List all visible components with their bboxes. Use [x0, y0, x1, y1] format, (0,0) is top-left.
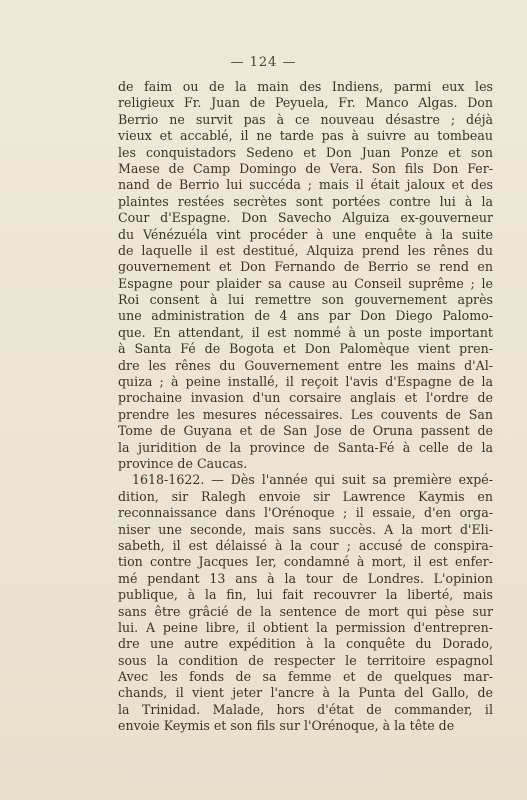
text-line: quiza ; à peine installé, il reçoit l'avis d'Espagne de la [118, 374, 493, 390]
text-line: Roi consent à lui remettre son gouvernement après [118, 292, 493, 308]
text-line: 1618-1622. — Dès l'année qui suit sa première expé- [132, 472, 493, 488]
text-line: gouvernement et Don Fernando de Berrio se rend en [118, 259, 493, 275]
text-line: plaintes restées secrètes sont portées contre lui à la [118, 193, 493, 209]
text-line: Avec les fonds de sa femme et de quelques mar- [118, 669, 493, 685]
text-line: Espagne pour plaider sa cause au Conseil suprême ; le [118, 275, 493, 291]
page-number: — 124 — [230, 55, 297, 70]
text-line: la Trinidad. Malade, hors d'état de commander, il [118, 701, 493, 717]
text-line: les conquistadors Sedeno et Don Juan Ponze et son [118, 144, 493, 160]
text-line: que. En attendant, il est nommé à un poste important [118, 324, 493, 340]
text-line: dre les rênes du Gouvernement entre les mains d'Al- [118, 357, 493, 373]
text-line: sous la condition de respecter le territoire espagnol [118, 652, 493, 668]
text-line: Tome de Guyana et de San Jose de Oruna passent de [118, 423, 493, 439]
text-line: à Santa Fé de Bogota et Don Palomèque vient pren- [118, 341, 493, 357]
text-line: Cour d'Espagne. Don Savecho Alguiza ex-gouverneur [118, 210, 493, 226]
body-text [118, 79, 493, 735]
text-line: religieux Fr. Juan de Peyuela, Fr. Manco Algas. Don [118, 95, 493, 111]
text-line: tion contre Jacques Ier, condamné à mort, il est enfer- [118, 554, 493, 570]
text-line: envoie Keymis et son fils sur l'Orénoque, à la tête de [118, 718, 455, 734]
text-line: une administration de 4 ans par Don Diego Palomo- [118, 308, 493, 324]
text-line: chands, il vient jeter l'ancre à la Punta del Gallo, de [118, 685, 493, 701]
text-line: dre une autre expédition à la conquête du Dorado, [118, 636, 493, 652]
text-line: Berrio ne survit pas à ce nouveau désastre ; déjà [118, 111, 493, 127]
text-line: mé pendant 13 ans à la tour de Londres. L'opinion [118, 570, 493, 586]
text-line: vieux et accablé, il ne tarde pas à suivre au tombeau [118, 128, 493, 144]
text-line: reconnaissance dans l'Orénoque ; il essaie, d'en orga- [118, 505, 493, 521]
text-line: de laquelle il est destitué, Alquiza prend les rênes du [118, 242, 493, 258]
text-line: niser une seconde, mais sans succès. A la mort d'Eli- [118, 521, 493, 537]
text-line: nand de Berrio lui succéda ; mais il était jaloux et des [118, 177, 493, 193]
text-line: dition, sir Ralegh envoie sir Lawrence Kaymis en [118, 488, 493, 504]
text-line: Maese de Camp Domingo de Vera. Son fils Don Fer- [118, 160, 493, 176]
text-line: la juridition de la province de Santa-Fé à celle de la [118, 439, 493, 455]
text-line: publique, à la fin, lui fait recouvrer la liberté, mais [118, 587, 493, 603]
text-line: sans être grâcié de la sentence de mort qui pèse sur [118, 603, 493, 619]
text-line: province de Caucas. [118, 455, 248, 471]
text-line: du Vénézuéla vint procéder à une enquête à la suite [118, 226, 493, 242]
text-line: lui. A peine libre, il obtient la permission d'entrepren- [118, 619, 493, 635]
text-line: sabeth, il est délaissé à la cour ; accusé de conspira- [118, 537, 493, 553]
text-line: prendre les mesures nécessaires. Les couvents de San [118, 406, 493, 422]
text-line: de faim ou de la main des Indiens, parmi eux les [118, 79, 493, 94]
text-line: prochaine invasion d'un corsaire anglais et l'ordre de [118, 390, 493, 406]
